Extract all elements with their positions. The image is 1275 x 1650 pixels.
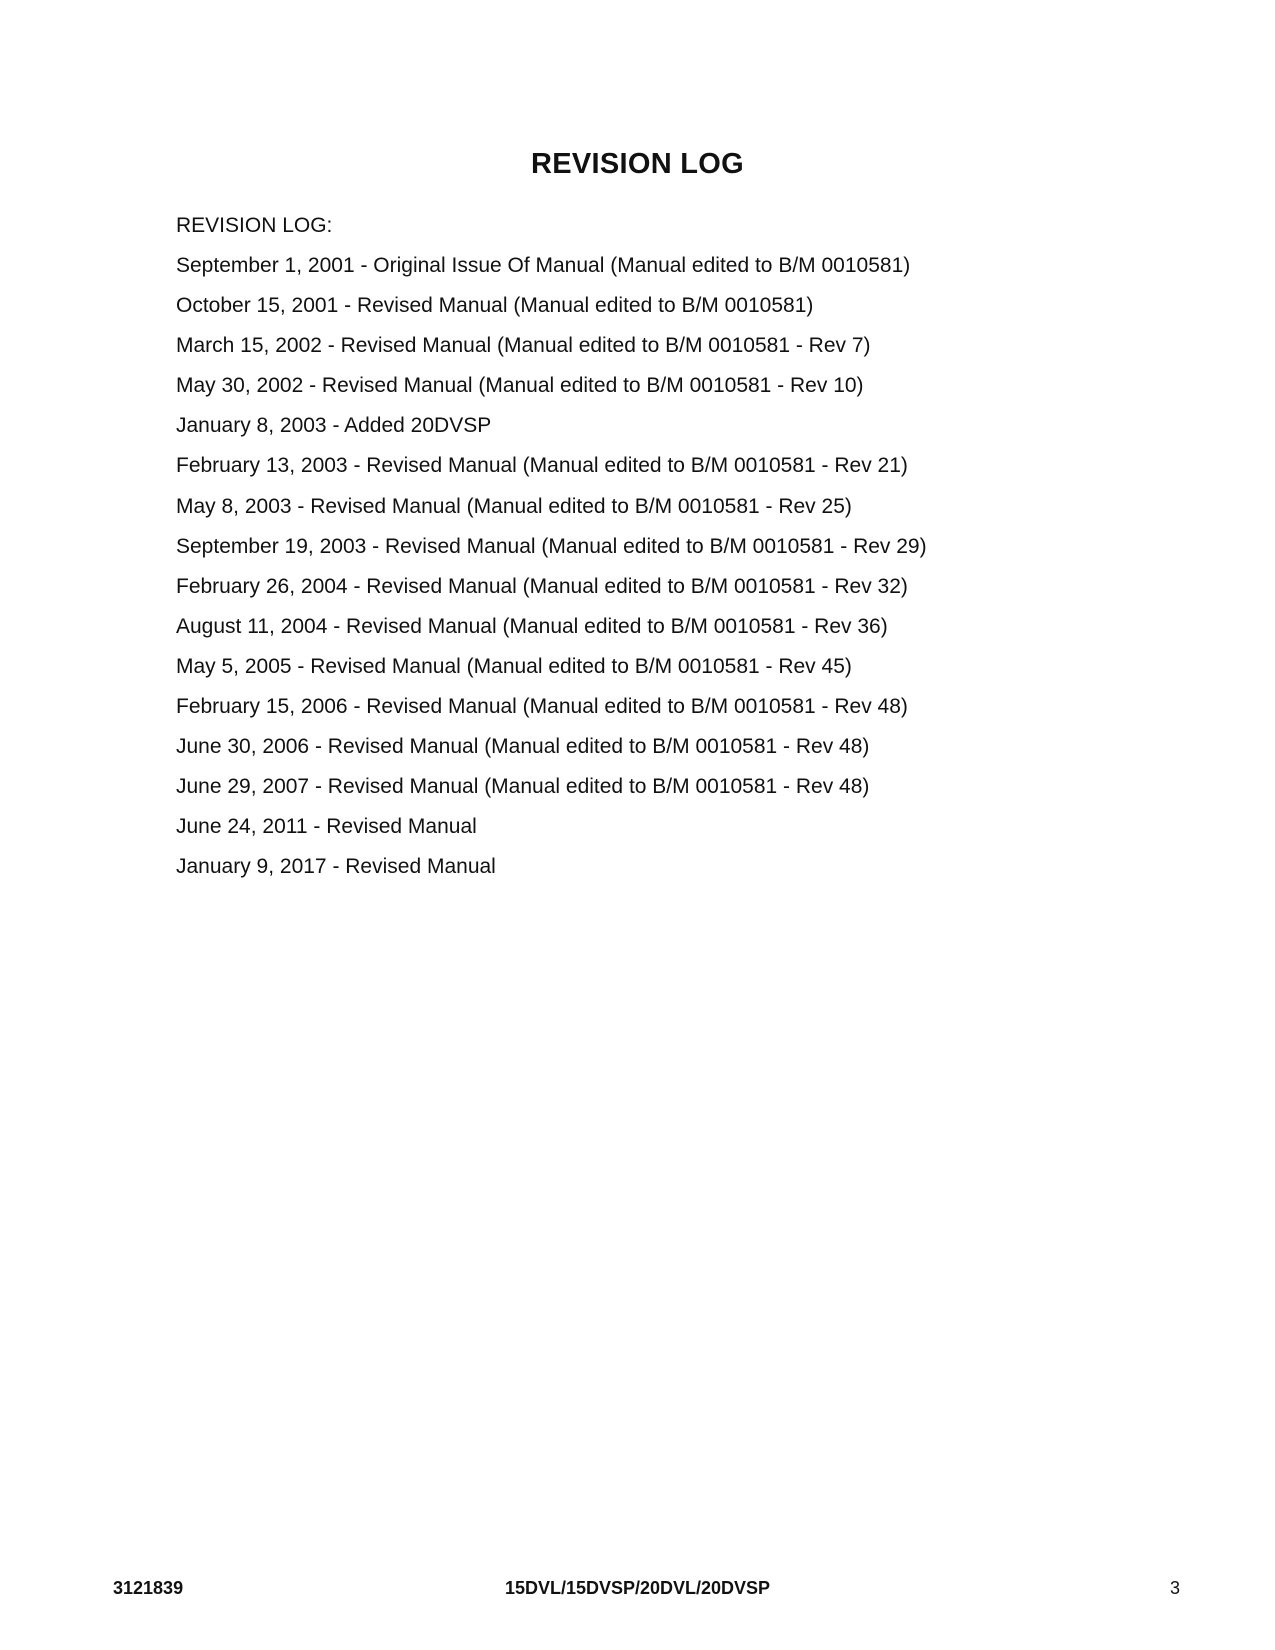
revision-entry: February 15, 2006 - Revised Manual (Manual edited to B/M 0010581 - Rev 48) — [176, 695, 908, 719]
revision-entry: October 15, 2001 - Revised Manual (Manual edited to B/M 0010581) — [176, 294, 814, 318]
footer-model-names: 15DVL/15DVSP/20DVL/20DVSP — [504, 1578, 771, 1598]
revision-entry: September 1, 2001 - Original Issue Of Manual (Manual edited to B/M 0010581) — [176, 254, 911, 277]
revision-entry: June 29, 2007 - Revised Manual (Manual edited to B/M 0010581 - Rev 48) — [176, 775, 870, 799]
revision-entry: March 15, 2002 - Revised Manual (Manual edited to B/M 0010581 - Rev 7) — [176, 334, 871, 358]
revision-log-heading: REVISION LOG: — [176, 214, 333, 237]
page-footer — [0, 1578, 1275, 1604]
revision-entry: January 9, 2017 - Revised Manual — [176, 855, 496, 879]
footer-document-number: 3121839 — [113, 1578, 184, 1598]
revision-entry: February 26, 2004 - Revised Manual (Manual edited to B/M 0010581 - Rev 32) — [176, 574, 908, 598]
footer-page-number: 3 — [1169, 1578, 1180, 1598]
revision-entry: September 19, 2003 - Revised Manual (Manual edited to B/M 0010581 - Rev 29) — [176, 534, 927, 558]
revision-entry: May 8, 2003 - Revised Manual (Manual edited to B/M 0010581 - Rev 25) — [176, 494, 852, 518]
revision-entry: August 11, 2004 - Revised Manual (Manual edited to B/M 0010581 - Rev 36) — [176, 614, 888, 638]
revision-entry: May 5, 2005 - Revised Manual (Manual edited to B/M 0010581 - Rev 45) — [176, 654, 852, 678]
revision-entry: January 8, 2003 - Added 20DVSP — [176, 414, 492, 438]
revision-entry: June 24, 2011 - Revised Manual — [176, 815, 477, 839]
revision-entry: June 30, 2006 - Revised Manual (Manual edited to B/M 0010581 - Rev 48) — [176, 735, 870, 759]
page-title: REVISION LOG — [530, 148, 745, 180]
revision-log-list — [176, 246, 1176, 888]
revision-log — [176, 206, 1176, 888]
revision-entry: February 13, 2003 - Revised Manual (Manual edited to B/M 0010581 - Rev 21) — [176, 454, 908, 478]
revision-entry: May 30, 2002 - Revised Manual (Manual edited to B/M 0010581 - Rev 10) — [176, 374, 864, 398]
